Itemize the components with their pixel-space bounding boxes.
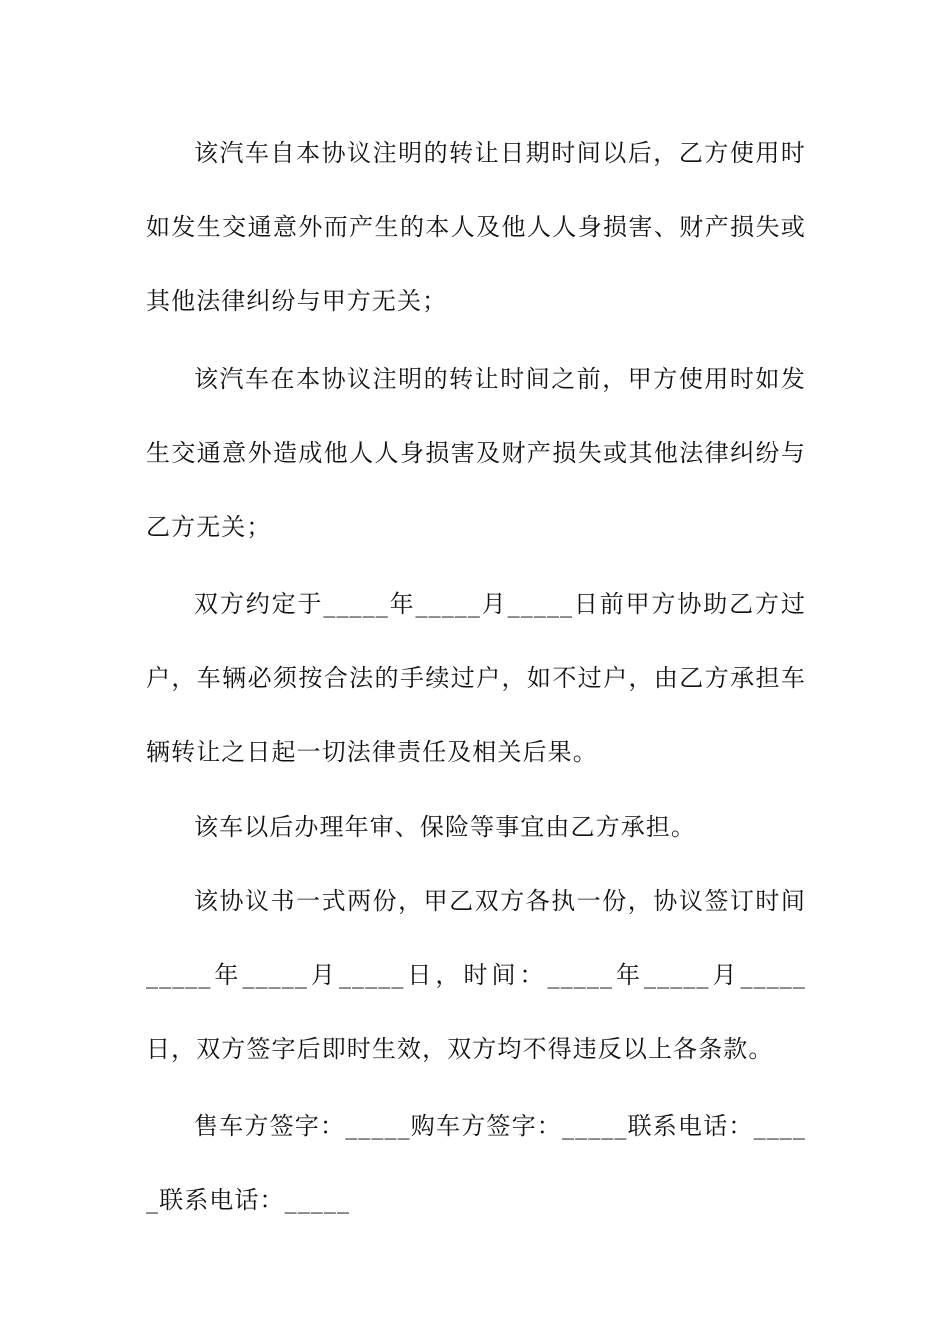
paragraph-liability-after-transfer: 该汽车自本协议注明的转让日期时间以后，乙方使用时如发生交通意外而产生的本人及他人人身损害、财产损失或其他法律纠纷与甲方无关； (146, 139, 806, 315)
paragraph-agreement-copies-effective: 该协议书一式两份，甲乙双方各执一份，协议签订时间_____年_____月_____日，时间：_____年_____月_____日，双方签字后即时生效，双方均不得违反以上各条款。 (146, 887, 806, 1063)
paragraph-ownership-transfer-date: 双方约定于_____年_____月_____日前甲方协助乙方过户，车辆必须按合法的手续过户，如不过户，由乙方承担车辆转让之日起一切法律责任及相关后果。 (146, 590, 806, 766)
paragraph-signatures: 售车方签字：_____购车方签字：_____联系电话：_____联系电话：_____ (146, 1112, 806, 1214)
paragraph-liability-before-transfer: 该汽车在本协议注明的转让时间之前，甲方使用时如发生交通意外造成他人人身损害及财产损失或其他法律纠纷与乙方无关； (146, 365, 806, 541)
paragraph-inspection-insurance: 该车以后办理年审、保险等事宜由乙方承担。 (194, 813, 696, 841)
